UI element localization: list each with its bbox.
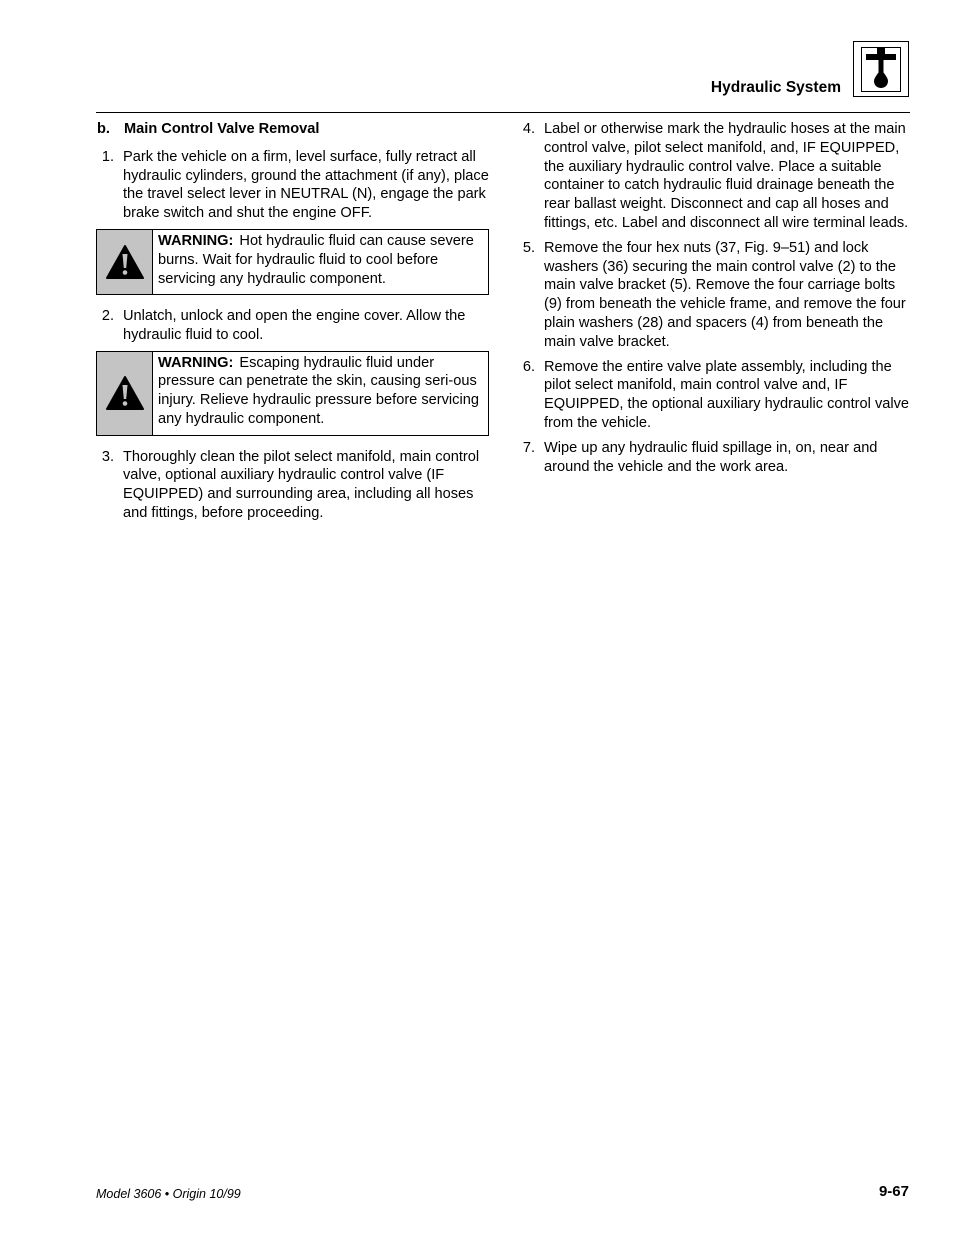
warning-triangle-icon [105,375,145,411]
section-title-header: Hydraulic System [710,79,841,96]
warning-triangle-icon [105,244,145,280]
section-letter: b. [97,121,110,137]
step-3 [96,448,489,523]
warning-label: WARNING: [158,354,234,371]
step-text: Wipe up any hydraulic fluid spillage in, on, near and around the vehicle and the work area. [544,439,878,475]
section-heading [97,120,489,139]
left-column [96,120,489,529]
warning-body [153,230,488,294]
step-1 [96,148,489,223]
step-text: Remove the entire valve plate assembly, including the pilot select manifold, main control valve and, IF EQUIPPED, the optional auxiliary hydraulic control valve from the vehicle. [544,358,910,431]
step-4 [516,120,910,233]
step-text: Remove the four hex nuts (37, Fig. 9–51) and lock washers (36) securing the main control valve (2) to the main valve bracket (5). Remove the four carriage bolts (9) from beneath the vehicle frame, and remove the four plain washers (28) and spacers (4) from beneath the main valve bracket. [544,239,906,350]
right-column [516,120,910,482]
warning-box-hot-fluid [96,229,489,295]
warning-label: WARNING: [158,232,234,249]
step-text: Park the vehicle on a firm, level surface, fully retract all hydraulic cylinders, ground the attachment (if any), place the travel select lever in NEUTRAL (N), engage the park brake switch and shut the engine OFF. [123,148,489,222]
warning-box-escaping-fluid [96,351,489,436]
step-number: 2. [101,307,114,324]
hydraulic-oil-drop-icon [853,41,909,97]
page-number: 9-67 [878,1183,909,1200]
warning-icon-cell [97,352,153,435]
step-text: Thoroughly clean the pilot select manifold, main control valve, optional auxiliary hydraulic control valve (IF EQUIPPED) and surrounding area, including all hoses and fittings, before proceeding. [123,448,480,521]
step-6 [516,358,910,433]
step-number: 5. [522,239,535,256]
step-number: 6. [522,358,535,375]
footer-model-origin: Model 3606 • Origin 10/99 [96,1187,241,1201]
header-divider [96,112,910,113]
step-number: 4. [522,121,535,137]
step-2 [96,307,489,345]
step-7 [516,439,910,477]
section-heading-title: Main Control Valve Removal [124,121,320,137]
step-number: 1. [101,148,114,165]
step-number: 7. [522,439,535,456]
step-text: Label or otherwise mark the hydraulic hoses at the main control valve, pilot select manifold, and, IF EQUIPPED, the auxiliary hydraulic control valve. Place a suitable container to catch hydraulic fluid drainage beneath the rear ballast weight. Disconnect and cap all hoses and fittings, etc. Label and disconnect all wire terminal leads. [544,121,909,231]
step-5 [516,239,910,352]
warning-text: Escaping hydraulic fluid under pressure can penetrate the skin, causing seri-ous injury. Relieve hydraulic pressure before servicing any hydraulic component. [158,354,479,427]
warning-icon-cell [97,230,153,294]
warning-body [153,352,488,435]
step-number: 3. [101,448,114,465]
warning-text: Hot hydraulic fluid can cause severe burns. Wait for hydraulic fluid to cool before servicing any hydraulic component. [158,232,474,287]
step-text: Unlatch, unlock and open the engine cover. Allow the hydraulic fluid to cool. [123,307,466,343]
